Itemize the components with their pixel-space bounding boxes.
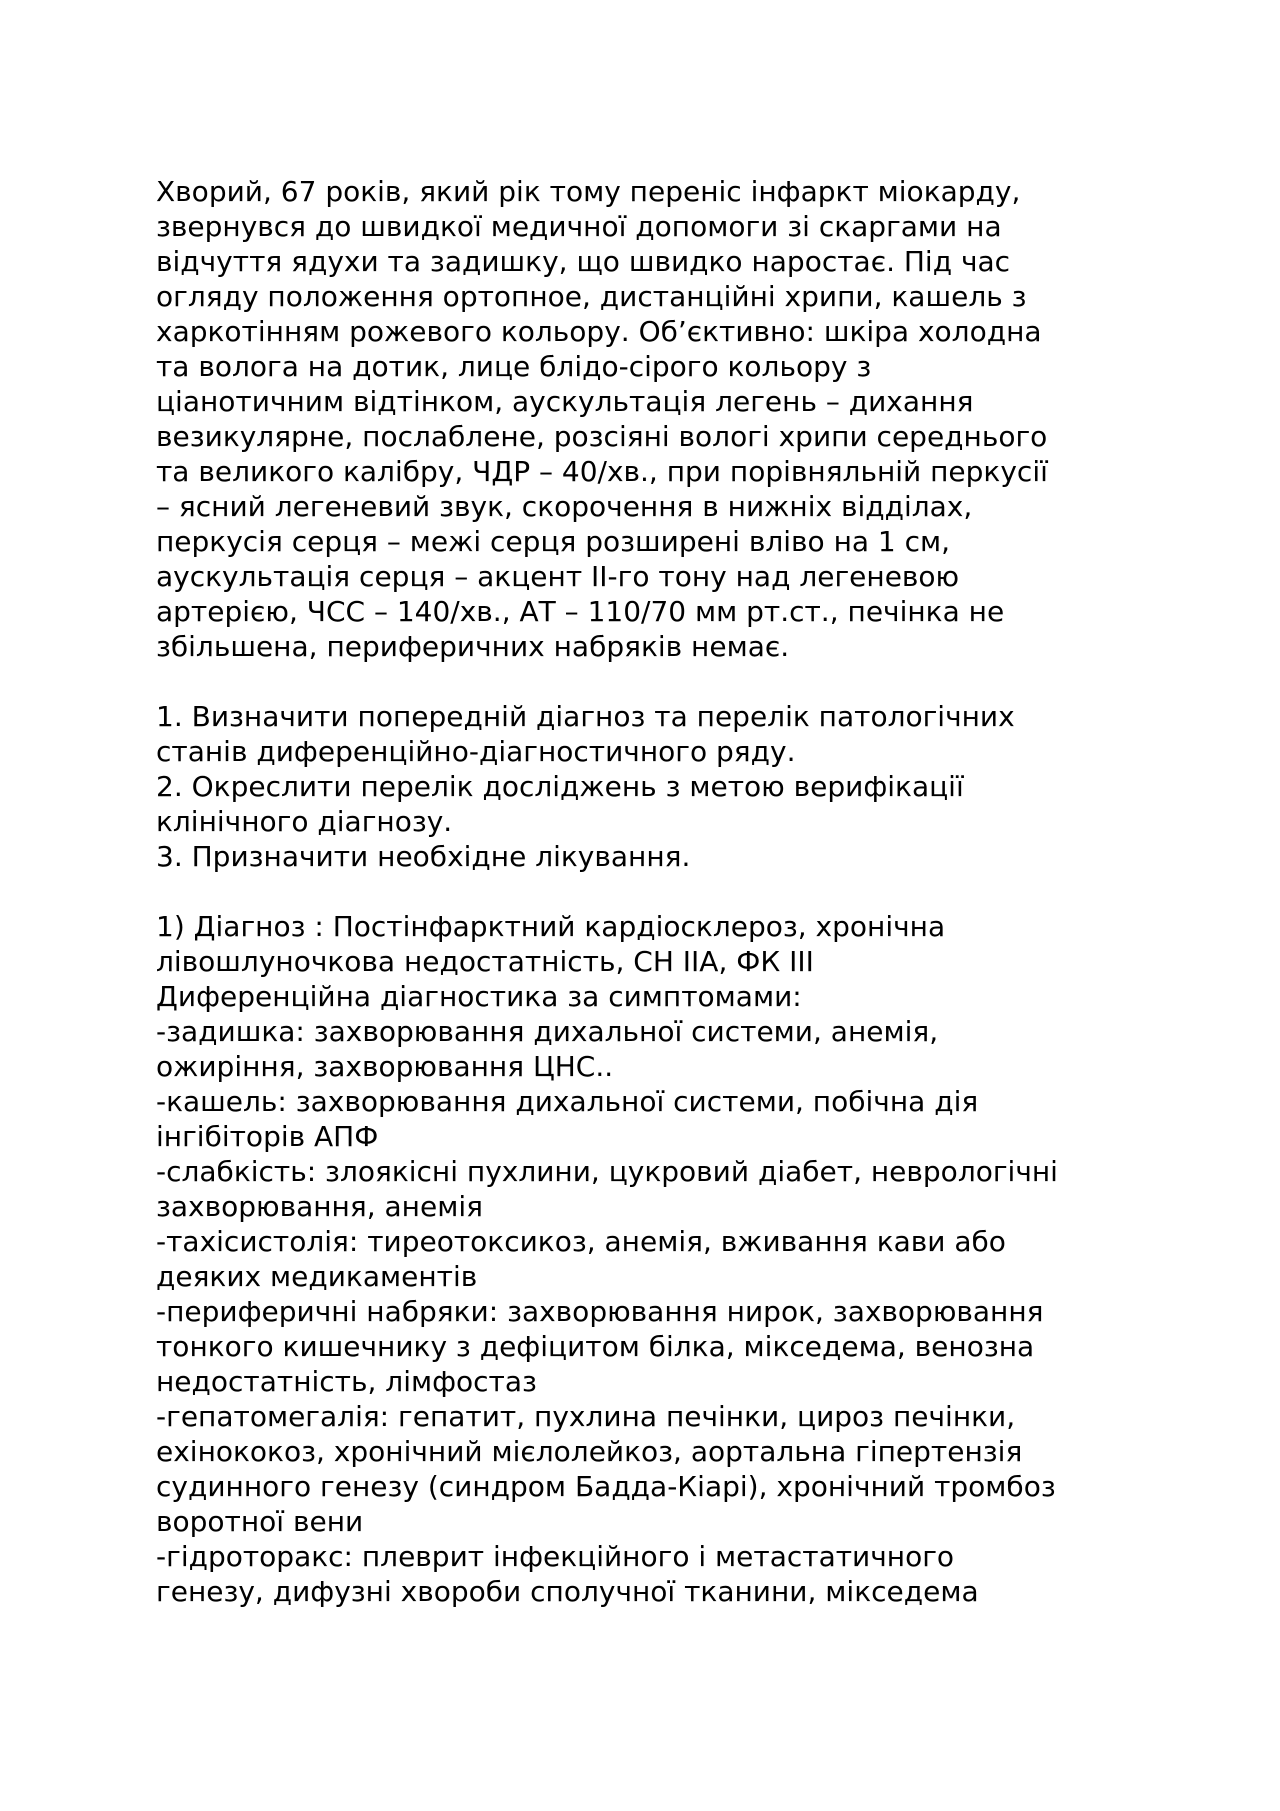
case-text-line: везикулярне, послаблене, розсіяні вологі хрипи середнього (156, 420, 1048, 453)
case-text-line: – ясний легеневий звук, скорочення в нижніх відділах, (156, 490, 973, 523)
case-text-line: звернувся до швидкої медичної допомоги зі скаргами на (156, 210, 1002, 243)
answer-text-line: -гідроторакс: плеврит інфекційного і метастатичного (156, 1540, 955, 1573)
paragraph-gap (156, 664, 1156, 699)
case-text-line: перкусія серця – межі серця розширені вліво на 1 см, (156, 525, 951, 558)
case-text-line: та великого калібру, ЧДР – 40/хв., при порівняльній перкусії (156, 455, 1048, 488)
task-text-line: станів диференційно-діагностичного ряду. (156, 735, 796, 768)
answer-text-line: деяких медикаментів (156, 1260, 478, 1293)
case-text-line: та волога на дотик, лице блідо-сірого кольору з (156, 350, 872, 383)
answer-text-line: -кашель: захворювання дихальної системи, побічна дія (156, 1085, 979, 1118)
task-text-line: клінічного діагнозу. (156, 805, 453, 838)
answer-text-line: ехінококоз, хронічний мієлолейкоз, аортальна гіпертензія (156, 1435, 1023, 1468)
document-page (156, 174, 1156, 1609)
answer-text-line: ожиріння, захворювання ЦНС.. (156, 1050, 614, 1083)
paragraph-gap (156, 874, 1156, 909)
case-text-line: артерією, ЧСС – 140/хв., АТ – 110/70 мм рт.ст., печінка не (156, 595, 1005, 628)
case-text-line: огляду положення ортопное, дистанційні хрипи, кашель з (156, 280, 1027, 313)
answer-text-line: лівошлуночкова недостатність, СН ІІА, ФК ІІІ (156, 945, 814, 978)
answer-text-line: -гепатомегалія: гепатит, пухлина печінки, цироз печінки, (156, 1400, 1016, 1433)
answer-text-line: Диференційна діагностика за симптомами: (156, 980, 802, 1013)
case-text-line: Хворий, 67 років, який рік тому переніс інфаркт міокарду, (156, 175, 1021, 208)
task-text-line: 1. Визначити попередній діагноз та перелік патологічних (156, 700, 1015, 733)
case-description (156, 174, 1156, 664)
answer-text-line: -задишка: захворювання дихальної системи, анемія, (156, 1015, 939, 1048)
case-text-line: відчуття ядухи та задишку, що швидко наростає. Під час (156, 245, 1011, 278)
answer-text-line: 1) Діагноз : Постінфарктний кардіосклероз, хронічна (156, 910, 946, 943)
answer-text-line: недостатність, лімфостаз (156, 1365, 537, 1398)
case-text-line: ціанотичним відтінком, аускультація легень – дихання (156, 385, 974, 418)
answer-text-line: -слабкість: злоякісні пухлини, цукровий діабет, неврологічні (156, 1155, 1058, 1188)
answer-text-line: тонкого кишечнику з дефіцитом білка, мікседема, венозна (156, 1330, 1035, 1363)
case-text-line: аускультація серця – акцент ІІ-го тону над легеневою (156, 560, 960, 593)
task-list (156, 699, 1156, 874)
answer-text-line: -тахісистолія: тиреотоксикоз, анемія, вживання кави або (156, 1225, 1006, 1258)
answer-text-line: воротної вени (156, 1505, 364, 1538)
task-text-line: 3. Призначити необхідне лікування. (156, 840, 691, 873)
answer-text-line: -периферичні набряки: захворювання нирок, захворювання (156, 1295, 1044, 1328)
answer-text-line: судинного генезу (синдром Бадда-Кіарі), хронічний тромбоз (156, 1470, 1056, 1503)
answer-section (156, 909, 1156, 1609)
answer-text-line: інгібіторів АПФ (156, 1120, 379, 1153)
task-text-line: 2. Окреслити перелік досліджень з метою верифікації (156, 770, 964, 803)
answer-text-line: генезу, дифузні хвороби сполучної тканини, мікседема (156, 1575, 979, 1608)
case-text-line: збільшена, периферичних набряків немає. (156, 630, 790, 663)
case-text-line: харкотінням рожевого кольору. Об’єктивно: шкіра холодна (156, 315, 1042, 348)
answer-text-line: захворювання, анемія (156, 1190, 483, 1223)
